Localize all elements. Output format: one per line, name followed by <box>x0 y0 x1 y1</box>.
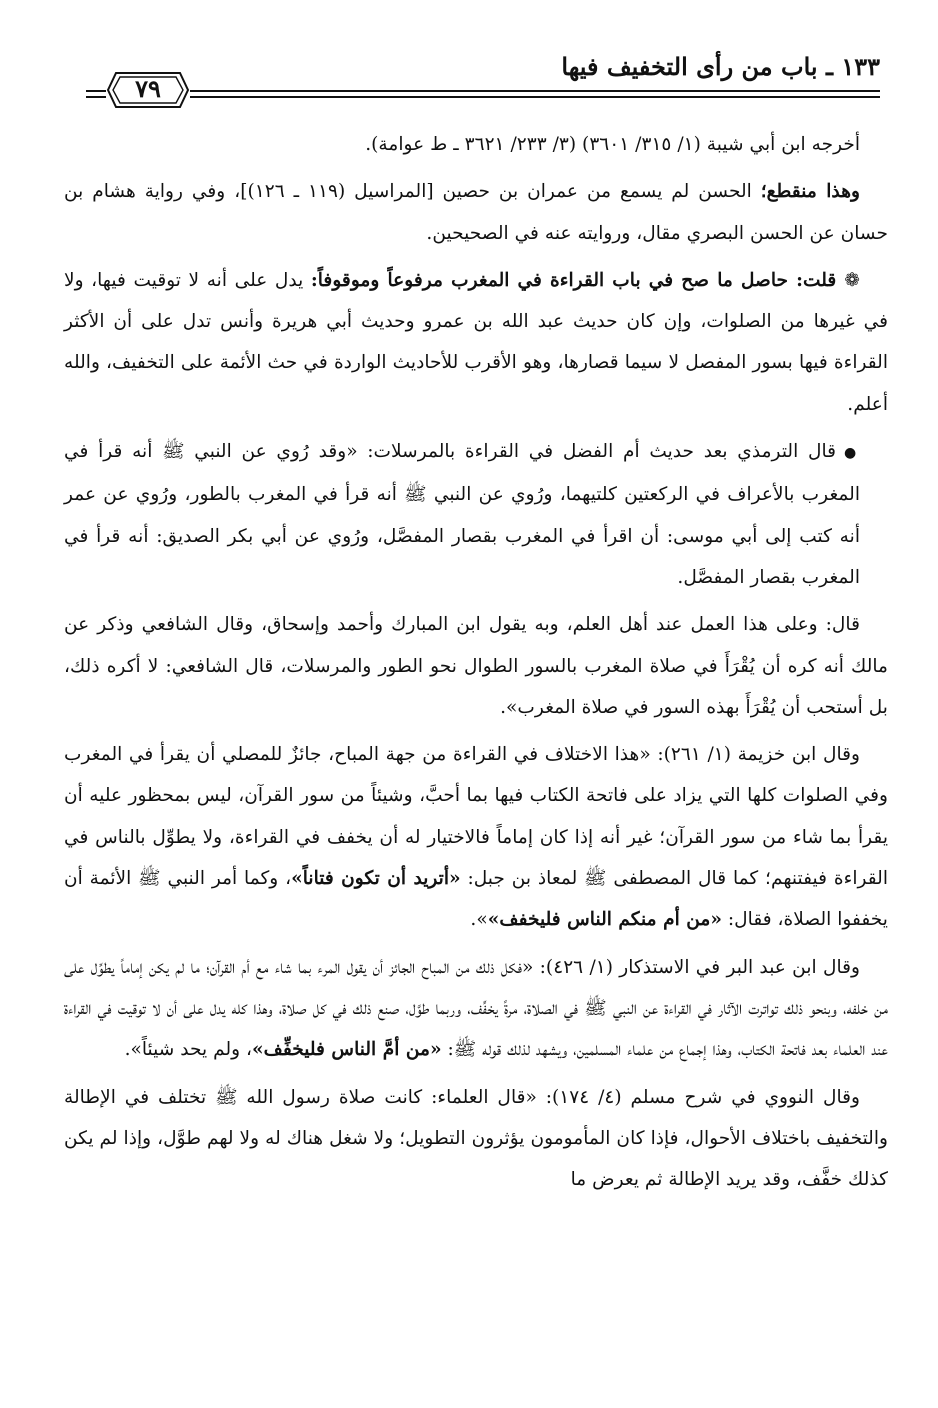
munqati-lead: وهذا منقطع؛ <box>760 181 860 203</box>
paragraph-munqati <box>64 171 888 254</box>
ibn-abd-al-barr-text: وقال ابن عبد البر في الاستذكار (١/ ٤٢٦): «فكل ذلك من المباح الجائز أن يقول المرء بما شاء مع أم القرآن؛ ما لم يكن إماماً يطوِّل على من خلفه، وبنحو ذلك تواترت الآثار في القراءة عن النبي ﷺ في الصلاة، مرةً يخفِّف، وربما طوَّل، صنع ذلك في كل صلاة، وهذا كله يدل على أن لا توقيت في القراءة عند العلماء بعد فاتحة الكتاب، وهذا إجماع من علماء المسلمين، ويشهد لذلك قوله ﷺ: <box>64 956 888 1061</box>
bullet-icon: ● <box>844 445 861 462</box>
page-number-badge <box>106 70 190 110</box>
hadith-quote-fattan: «أتريد أن تكون فتاناً» <box>291 868 461 890</box>
paragraph-tirmidhi <box>64 431 888 598</box>
paragraph-author-summary <box>64 260 888 425</box>
ibn-khuzaymah-text-end: ». <box>470 909 488 931</box>
hadith-quote-amma: «من أمَّ الناس فليخفِّف» <box>252 1039 442 1061</box>
author-summary-lead: قلت: حاصل ما صح في باب القراءة في المغرب مرفوعاً وموقوفاً: <box>310 269 845 291</box>
ibn-khuzaymah-text: وقال ابن خزيمة (١/ ٢٦١): «هذا الاختلاف في القراءة من جهة المباح، جائزٌ للمصلي أن يقرأ في المغرب وفي الصلوات كلها التي يزاد على فاتحة الكتاب فيها بما أحبَّ، وشيئاً من سور القرآن، ليس بمحظور عليه أن يقرأ بما شاء من سور القرآن؛ غير أنه إذا كان إماماً فالاختيار له أن يخفف في القراءة، ولا يطوِّل بالناس في القراءة فيفتنهم؛ كما قال المصطفى ﷺ لمعاذ بن جبل: <box>64 744 888 890</box>
munqati-text: الحسن لم يسمع من عمران بن حصين [المراسيل (١١٩ ـ ١٢٦)]، وفي رواية هشام بن حسان عن الحسن البصري مقال، وروايته عنه في الصحيحين. <box>64 181 888 244</box>
main-text <box>64 124 888 1206</box>
ibn-abd-al-barr-text-end: ، ولم يحد شيئاً». <box>124 1039 253 1061</box>
hadith-quote-yukhaffif: «من أم منكم الناس فليخفف» <box>487 909 722 931</box>
source-reference-text: أخرجه ابن أبي شيبة (١/ ٣١٥/ ٣٦٠١) (٣/ ٢٣٣/ ٣٦٢١ ـ ط عوامة). <box>365 134 860 155</box>
page-header <box>80 42 880 122</box>
tirmidhi-text: قال الترمذي بعد حديث أم الفضل في القراءة بالمرسلات: «وقد رُوي عن النبي ﷺ أنه قرأ في المغرب بالأعراف في الركعتين كلتيهما، ورُوي عن النبي ﷺ أنه قرأ في المغرب بالطور، ورُوي عن عمر أنه كتب إلى أبي موسى: أن اقرأ في المغرب بقصار المفصَّل، ورُوي عن أبي بكر الصديق: أنه قرأ في المغرب بقصار المفصَّل. <box>64 441 860 588</box>
author-summary-text: يدل على أنه لا توقيت فيها، ولا في غيرها من الصلوات، وإن كان حديث عبد الله بن عمرو وحديث أبي هريرة وأنس تدل على أن الأكثر القراءة فيها بسور المفصل لا سيما قصارها، وهو الأقرب للأحاديث الواردة في حث الأئمة على التخفيف، والله أعلم. <box>64 269 888 415</box>
ornament-mark-icon: ❁ <box>844 269 860 291</box>
paragraph-nawawi <box>64 1077 888 1201</box>
chapter-title: ١٣٣ ـ باب من رأى التخفيف فيها <box>561 52 880 81</box>
paragraph-ibn-abd-al-barr <box>64 947 888 1071</box>
paragraph-tirmidhi-continued <box>64 604 888 728</box>
page-number: ٧٩ <box>135 74 161 103</box>
ibn-khuzaymah-text-2: ، وكما أمر النبي ﷺ الأئمة أن يخففوا الصلاة، فقال: <box>64 868 888 931</box>
paragraph-ibn-khuzaymah <box>64 734 888 940</box>
paragraph-source-reference <box>64 124 888 165</box>
nawawi-text: وقال النووي في شرح مسلم (٤/ ١٧٤): «قال العلماء: كانت صلاة رسول الله ﷺ تختلف في الإطالة والتخفيف باختلاف الأحوال، فإذا كان المأمومون يؤثرون التطويل؛ ولا شغل هناك له ولا لهم طوَّل، وإذا لم يكن كذلك خفَّف، وقد يريد الإطالة ثم يعرض ما <box>64 1086 888 1191</box>
tirmidhi-continued-text: قال: وعلى هذا العمل عند أهل العلم، وبه يقول ابن المبارك وأحمد وإسحاق، وقال الشافعي وذكر عن مالك أنه كره أن يُقْرَأَ في صلاة المغرب بالسور الطوال نحو الطور والمرسلات، قال الشافعي: لا أكره ذلك، بل أستحب أن يُقْرَأَ بهذه السور في صلاة المغرب». <box>64 614 888 718</box>
header-rule <box>86 90 880 98</box>
